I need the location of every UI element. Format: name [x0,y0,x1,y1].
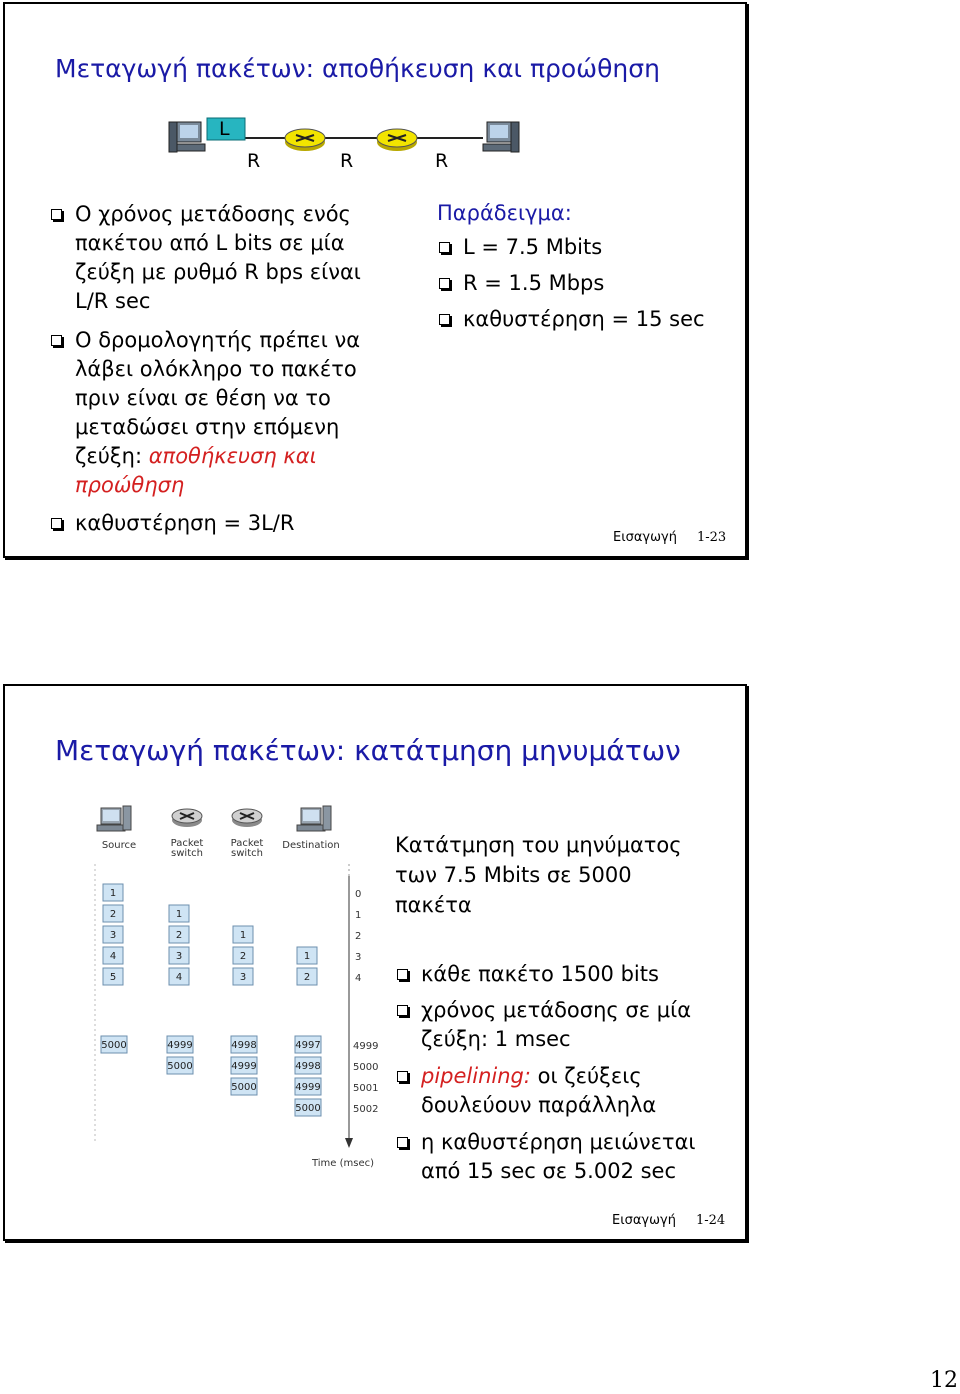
source-computer-icon [97,806,131,831]
packet-label: 4998 [295,1061,321,1072]
time-axis-arrow [345,1138,353,1148]
slide-message-segmentation [3,684,747,1241]
footer-page: 1-23 [696,530,727,545]
segmentation-intro: Κατάτμηση του μηνύματος των 7.5 Mbits σε 5000 πακέτα [395,833,682,917]
packet-label: 1 [109,888,117,899]
packet-switch-icon [232,809,262,827]
bullet-item [397,1128,727,1186]
packet-label: 5000 [231,1082,257,1093]
bullet-item [397,1062,717,1120]
node-label: Source [101,840,137,851]
bullet-text: χρόνος μετάδοσης σε μία ζεύξη: 1 msec [421,998,692,1051]
checkbox-bullet-icon [439,242,450,253]
pipelining-diagram-svg [91,804,391,1174]
packet-label: 3 [239,972,247,983]
packet-label: 1 [303,951,311,962]
footer-page: 1-24 [695,1213,726,1228]
bullet-text: καθυστέρηση = 3L/R [75,511,295,535]
node-label: Packet [230,838,264,849]
router-icon [285,129,325,151]
footer-section: Εισαγωγή [612,1213,676,1228]
checkbox-bullet-icon [51,209,62,220]
time-tick-label: 3 [355,952,362,963]
time-tick-label: 5001 [353,1083,379,1094]
footer-section: Εισαγωγή [613,530,677,545]
packet-switch-icon [172,809,202,827]
packet-label: 4 [175,972,183,983]
checkbox-bullet-icon [397,1071,408,1082]
packet-label: 1 [175,909,183,920]
example-item: L = 7.5 Mbits [439,233,739,262]
bullet-text: οι ζεύξεις δουλεύουν παράλληλα [421,1064,657,1117]
time-tick-label: 2 [355,931,362,942]
node-label: Packet [170,838,204,849]
packet-label: 4998 [231,1040,257,1051]
example-item: καθυστέρηση = 15 sec [439,305,739,334]
packet-label: 4999 [231,1061,257,1072]
time-tick-label: 0 [355,889,362,900]
page-number: 12 [930,1368,958,1393]
destination-computer-icon [297,806,331,831]
rate-label: R [435,150,449,172]
packet-label: 5000 [167,1061,193,1072]
packet-label: 3 [109,930,117,941]
time-tick-label: 5002 [353,1104,379,1115]
example-item: R = 1.5 Mbps [439,269,739,298]
bullet-text: Ο δρομολογητής πρέπει να λάβει ολόκληρο το πακέτο πριν είναι σε θέση να το μεταδώσει στην επόμενη ζεύξη: [75,328,361,468]
checkbox-bullet-icon [439,314,450,325]
slide-footer [613,530,726,545]
packet-label: 5000 [295,1103,321,1114]
router-icon [377,129,417,151]
packet-label: 2 [239,951,247,962]
packet-label: 3 [175,951,183,962]
bullet-item [51,200,381,316]
packet-label: 2 [175,930,183,941]
time-tick-label: 1 [355,910,362,921]
bullet-item [397,960,727,989]
checkbox-bullet-icon [397,1005,408,1016]
checkbox-bullet-icon [51,518,62,529]
packet-label: 5000 [101,1040,127,1051]
slide-store-and-forward [3,2,747,558]
packet-label: 2 [303,972,311,983]
slide-title: Μεταγωγή πακέτων: αποθήκευση και προώθηση [55,54,660,83]
checkbox-bullet-icon [51,335,62,346]
source-computer-icon [169,122,205,152]
packet-label: 4997 [295,1040,321,1051]
destination-computer-icon [483,122,519,152]
packet-label: 4999 [295,1082,321,1093]
checkbox-bullet-icon [439,278,450,289]
emphasis-text: pipelining: [421,1064,531,1088]
bullet-text: Ο χρόνος μετάδοσης ενός πακέτου από L bits σε μία ζεύξη με ρυθμό R bps είναι L/R sec [75,202,361,313]
checkbox-bullet-icon [397,1137,408,1148]
bullet-item [397,996,717,1054]
bullet-item [51,326,381,500]
example-heading: Παράδειγμα: [437,201,572,225]
time-tick-label: 4 [355,973,362,984]
node-label: switch [171,848,203,859]
packet-label: 4 [109,951,117,962]
packet-label: L [219,118,230,140]
packet-label: 5 [109,972,117,983]
node-label: switch [231,848,263,859]
checkbox-bullet-icon [397,969,408,980]
node-label: Destination [282,840,340,851]
packet-label: 2 [109,909,117,920]
bullet-item [51,509,381,538]
time-tick-label: 4999 [353,1041,379,1052]
rate-label: R [340,150,354,172]
slide-title: Μεταγωγή πακέτων: κατάτμηση μηνυμάτων [55,734,681,767]
packet-label: 4999 [167,1040,193,1051]
pipelining-diagram [91,804,391,1178]
time-tick-label: 5000 [353,1062,379,1073]
slide-footer [612,1213,725,1228]
time-axis-label: Time (msec) [311,1158,375,1169]
packet-label: 1 [239,930,247,941]
emphasis-text: αποθήκευση και προώθηση [75,444,317,497]
bullet-text: κάθε πακέτο 1500 bits [421,962,659,986]
bullet-text: η καθυστέρηση μειώνεται από 15 sec σε 5.002 sec [421,1130,696,1183]
rate-label: R [247,150,261,172]
